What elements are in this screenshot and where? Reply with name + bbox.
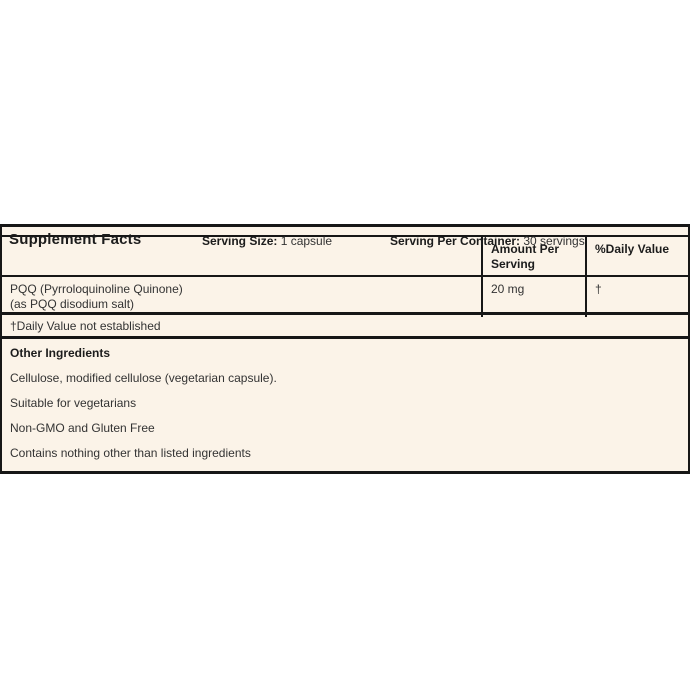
other-ingredients-line: Non-GMO and Gluten Free: [10, 421, 155, 435]
ingredient-row: [2, 277, 688, 315]
supplement-facts-panel: [0, 224, 690, 474]
other-ingredients-section: [2, 339, 688, 471]
panel-title: Supplement Facts: [9, 231, 142, 248]
ingredient-name: [2, 277, 481, 317]
other-ingredients-line: Suitable for vegetarians: [10, 396, 137, 410]
servings-per-container-value: 30 servings: [520, 234, 585, 248]
ingredient-name-line2: (as PQQ disodium salt): [10, 297, 135, 311]
servings-per-container: [390, 234, 585, 248]
serving-size-label: Serving Size:: [202, 234, 278, 248]
daily-value-header: %Daily Value: [595, 242, 670, 256]
serving-size-value: 1 capsule: [277, 234, 333, 248]
panel-title-row: [2, 227, 688, 248]
daily-value-footnote: †Daily Value not established: [2, 315, 688, 339]
amount-per-serving-header: Amount Per Serving: [481, 237, 587, 277]
ingredient-name-line1: PQQ (Pyrroloquinoline Quinone): [10, 282, 183, 296]
other-ingredients-line: Contains nothing other than listed ingredients: [10, 446, 251, 460]
servings-per-container-label: Serving Per Container:: [390, 234, 521, 248]
serving-size: [202, 234, 332, 248]
ingredient-daily-value: †: [595, 282, 602, 296]
ingredient-amount: 20 mg: [481, 277, 587, 317]
other-ingredients-line: Cellulose, modified cellulose (vegetarian capsule).: [10, 371, 277, 385]
other-ingredients-heading: Other Ingredients: [10, 346, 111, 360]
